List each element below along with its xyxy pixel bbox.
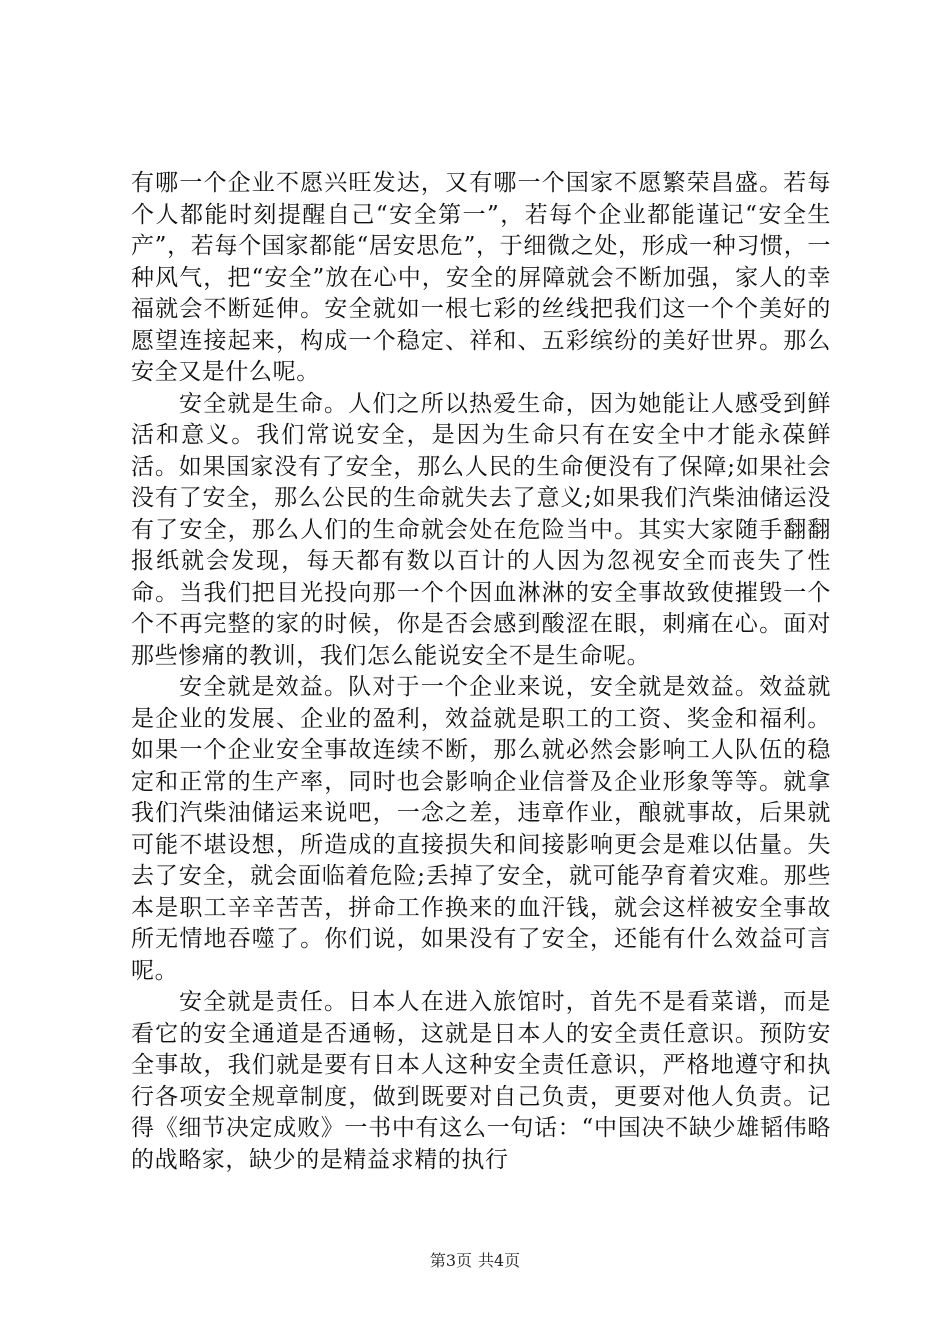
page-footer: [0, 1248, 950, 1271]
paragraph-safety-is-life: 安全就是生命。人们之所以热爱生命，因为她能让人感受到鲜活和意义。我们常说安全，是因为生命只有在安全中才能永葆鲜活。如果国家没有了安全，那么人民的生命便没有了保障;如果社会没有了安全，那么公民的生命就失去了意义;如果我们汽柴油储运没有了安全，那么人们的生命就会处在危险当中。其实大家随手翻翻报纸就会发现，每天都有数以百计的人因为忽视安全而丧失了性命。当我们把目光投向那一个个因血淋淋的安全事故致使摧毁一个个不再完整的家的时候，你是否会感到酸涩在眼，刺痛在心。面对那些惨痛的教训，我们怎么能说安全不是生命呢。: [131, 390, 831, 669]
paragraph-safety-is-responsibility: 安全就是责任。日本人在进入旅馆时，首先不是看菜谱，而是看它的安全通道是否通畅，这就是日本人的安全责任意识。预防安全事故，我们就是要有日本人这种安全责任意识，严格地遵守和执行各项安全规章制度，做到既要对自己负责，更要对他人负责。记得《细节决定成败》一书中有这么一句话：“中国决不缺少雄韬伟略的战略家，缺少的是精益求精的执行: [131, 989, 831, 1173]
paragraph-safety-is-benefit: 安全就是效益。队对于一个企业来说，安全就是效益。效益就是企业的发展、企业的盈利，效益就是职工的工资、奖金和福利。如果一个企业安全事故连续不断，那么就必然会影响工人队伍的稳定和正常的生产率，同时也会影响企业信誉及企业形象等等。就拿我们汽柴油储运来说吧，一念之差，违章作业，酿就事故，后果就可能不堪设想，所造成的直接损失和间接影响更会是难以估量。失去了安全，就会面临着危险;丢掉了安全，就可能孕育着灾难。那些本是职工辛辛苦苦，拼命工作换来的血汗钱，就会这样被安全事故所无情地吞噬了。你们说，如果没有了安全，还能有什么效益可言呢。: [131, 674, 831, 984]
paragraph-intro: 有哪一个企业不愿兴旺发达，又有哪一个国家不愿繁荣昌盛。若每个人都能时刻提醒自己“安全第一”，若每个企业都能谨记“安全生产”，若每个国家都能“居安思危”，于细微之处，形成一种习惯，一种风气，把“安全”放在心中，安全的屏障就会不断加强，家人的幸福就会不断延伸。安全就如一根七彩的丝线把我们这一个个美好的愿望连接起来，构成一个稳定、祥和、五彩缤纷的美好世界。那么安全又是什么呢。: [131, 170, 831, 385]
document-body: [131, 168, 831, 1176]
page-total: 共4页: [478, 1251, 521, 1270]
page-number: 第3页: [429, 1251, 472, 1270]
